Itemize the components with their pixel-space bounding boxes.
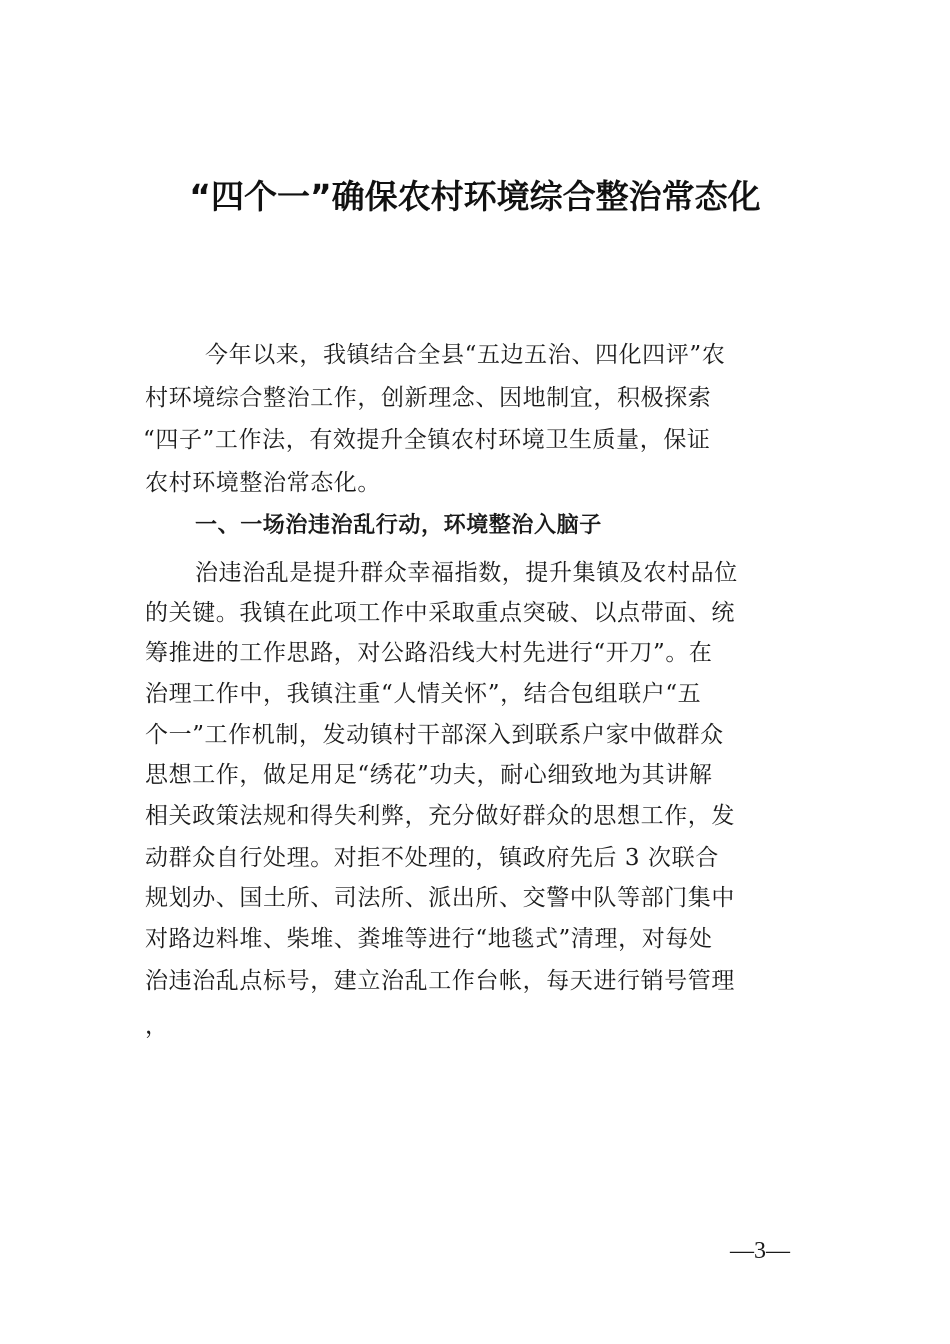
body-line-10: 对路边料堆、柴堆、粪堆等进行“地毯式”清理，对每处: [145, 926, 713, 952]
body-line-7: 相关政策法规和得失利弊，充分做好群众的思想工作，发: [145, 803, 735, 829]
body-line-9: 规划办、国土所、司法所、派出所、交警中队等部门集中: [145, 885, 735, 911]
body-line-4: 治理工作中，我镇注重“人情关怀”，结合包组联户“五: [145, 681, 702, 707]
document-title: “四个一”确保农村环境综合整治常态化: [189, 177, 761, 216]
intro-line-2: 村环境综合整治工作，创新理念、因地制宜，积极探索: [145, 385, 712, 411]
body-line-3: 筹推进的工作思路，对公路沿线大村先进行“开刀”。在: [145, 640, 713, 666]
body-line-2: 的关键。我镇在此项工作中采取重点突破、以点带面、统: [145, 600, 735, 626]
intro-line-1: 今年以来，我镇结合全县“五边五治、四化四评”农: [205, 342, 726, 368]
page-number: —3—: [730, 1238, 790, 1264]
body-line-6: 思想工作，做足用足“绣花”功夫，耐心细致地为其讲解: [145, 762, 713, 788]
body-line-11: 治违治乱点标号，建立治乱工作台帐，每天进行销号管理: [145, 968, 735, 994]
section-heading: 一、一场治违治乱行动，环境整治入脑子: [195, 513, 602, 538]
body-line-1: 治违治乱是提升群众幸福指数，提升集镇及农村品位: [195, 560, 738, 586]
intro-line-4: 农村环境整治常态化。: [145, 470, 381, 496]
body-line-12: ，: [145, 1013, 169, 1039]
body-line-5: 个一”工作机制，发动镇村干部深入到联系户家中做群众: [145, 722, 724, 748]
body-line-8: 动群众自行处理。对拒不处理的，镇政府先后 3 次联合: [145, 845, 719, 871]
intro-line-3: “四子”工作法，有效提升全镇农村环境卫生质量，保证: [143, 427, 711, 453]
